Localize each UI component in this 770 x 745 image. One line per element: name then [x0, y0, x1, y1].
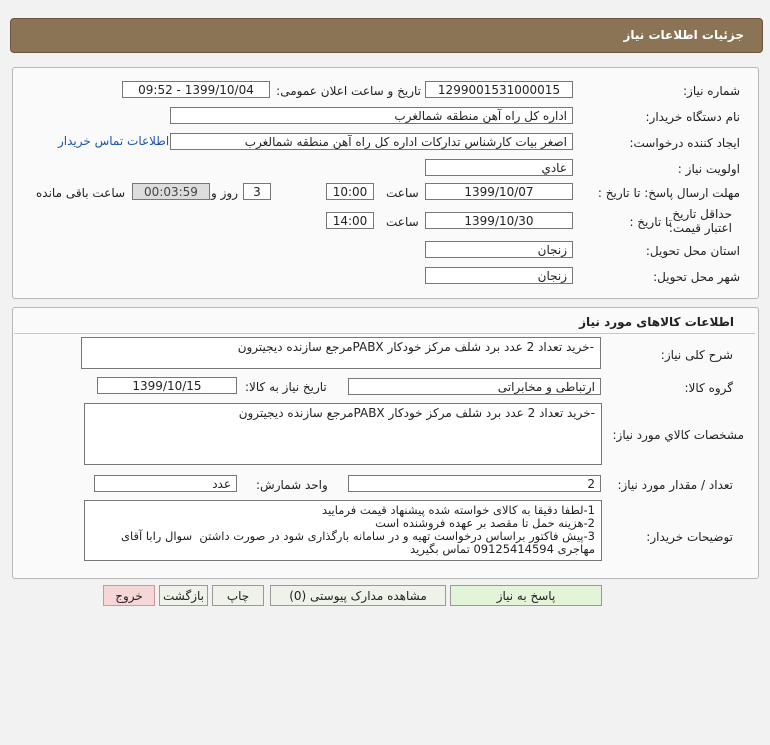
validity-to-date-label: تا تاریخ :: [629, 215, 672, 229]
need-date-label: تاریخ نیاز به کالا:: [245, 380, 327, 394]
exit-button[interactable]: خروج: [103, 585, 155, 606]
validity-time-label: ساعت: [386, 215, 419, 229]
page-header: [10, 18, 763, 53]
need-number-label: شماره نیاز:: [683, 84, 740, 98]
summary-label: شرح کلی نیاز:: [660, 348, 733, 362]
specs-field[interactable]: -خرید تعداد 2 عدد برد شلف مرکز خودکار PABXمرجع سازنده دیجیترون: [84, 403, 602, 465]
back-button[interactable]: بازگشت: [159, 585, 208, 606]
reply-button[interactable]: پاسخ به نیاز: [450, 585, 602, 606]
reply-time-field[interactable]: 10:00: [326, 183, 374, 200]
buyer-org-field[interactable]: اداره کل راه آهن منطقه شمالغرب: [170, 107, 573, 124]
days-label: روز و: [211, 186, 238, 200]
days-remaining-field[interactable]: 3: [243, 183, 271, 200]
reply-date-field[interactable]: 1399/10/07: [425, 183, 573, 200]
priority-label: اولویت نیاز :: [677, 162, 740, 176]
need-date-field[interactable]: 1399/10/15: [97, 377, 237, 394]
quantity-label: تعداد / مقدار مورد نیاز:: [617, 478, 733, 492]
unit-label: واحد شمارش:: [256, 478, 328, 492]
unit-field[interactable]: عدد: [94, 475, 237, 492]
city-label: شهر محل تحویل:: [653, 270, 740, 284]
city-field[interactable]: زنجان: [425, 267, 573, 284]
attachments-button[interactable]: مشاهده مدارک پیوستی (0): [270, 585, 446, 606]
summary-field[interactable]: -خرید تعداد 2 عدد برد شلف مرکز خودکار PABXمرجع سازنده دیجیترون: [81, 337, 601, 369]
remaining-time-label: ساعت باقی مانده: [36, 186, 126, 200]
creator-field[interactable]: اصغر بیات کارشناس تدارکات اداره کل راه آهن منطقه شمالغرب: [170, 133, 573, 150]
goods-section-title: اطلاعات کالاهای مورد نیاز: [579, 315, 734, 329]
print-button[interactable]: چاپ: [212, 585, 264, 606]
remaining-time-field: 00:03:59: [132, 183, 210, 200]
need-number-field[interactable]: 1299001531000015: [425, 81, 573, 98]
validity-time-field[interactable]: 14:00: [326, 212, 374, 229]
validity-date-field[interactable]: 1399/10/30: [425, 212, 573, 229]
price-validity-label: حداقل تاریخ اعتبار قیمت:: [668, 207, 732, 235]
reply-time-label: ساعت: [386, 186, 419, 200]
buyer-notes-label: توضیحات خریدار:: [646, 530, 733, 544]
need-info-panel: [12, 67, 759, 299]
buyer-contact-link[interactable]: اطلاعات تماس خریدار: [58, 134, 170, 148]
specs-label: مشخصات کالاي مورد نياز:: [612, 428, 744, 442]
goods-group-label: گروه کالا:: [684, 381, 733, 395]
province-field[interactable]: زنجان: [425, 241, 573, 258]
quantity-field[interactable]: 2: [348, 475, 601, 492]
creator-label: ایجاد کننده درخواست:: [629, 136, 740, 150]
reply-deadline-label: مهلت ارسال پاسخ: تا تاریخ :: [597, 186, 740, 200]
priority-field[interactable]: عادي: [425, 159, 573, 176]
province-label: استان محل تحویل:: [645, 244, 740, 258]
buyer-org-label: نام دستگاه خریدار:: [645, 110, 740, 124]
goods-group-field[interactable]: ارتباطی و مخابراتی: [348, 378, 601, 395]
page-title: جزئیات اطلاعات نیاز: [623, 28, 744, 42]
announce-datetime-field[interactable]: 1399/10/04 - 09:52: [122, 81, 270, 98]
buyer-notes-field[interactable]: 1-لطفا دقیقا به کالای خواسته شده پیشنهاد قیمت فرمایید 2-هزینه حمل تا مقصد بر عهده فروشنده است 3-پیش فاکتور براساس درخواست تهیه و در سامانه بارگذاری شود در صورت داشتن سوال رابا آقای مهاجری 09125414594 تماس بگیرید: [84, 500, 602, 561]
section-divider: [14, 333, 755, 334]
announce-datetime-label: تاریخ و ساعت اعلان عمومی:: [276, 84, 421, 98]
